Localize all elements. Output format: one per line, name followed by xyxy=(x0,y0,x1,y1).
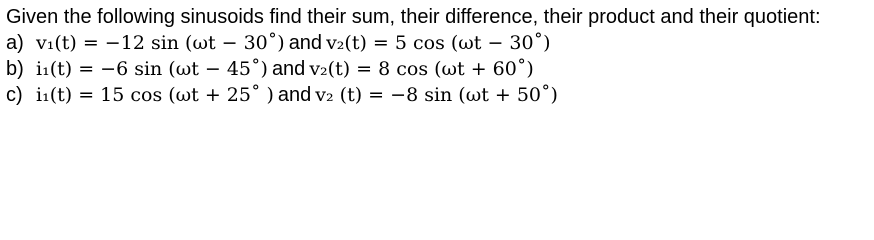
part-c-expr1: i₁(t) = 15 cos (ωt + 25˚ ) xyxy=(36,84,274,106)
part-c-conjunction: and xyxy=(277,84,312,106)
part-a-expr2: v₂(t) = 5 cos (ωt − 30˚) xyxy=(326,32,551,54)
part-b xyxy=(6,56,866,82)
part-c-expr2: v₂ (t) = −8 sin (ωt + 50˚) xyxy=(315,84,558,106)
part-b-label: b) xyxy=(6,58,24,80)
part-a-conjunction: and xyxy=(288,32,323,54)
part-a-label: a) xyxy=(6,32,24,54)
question-intro: Given the following sinusoids find their sum, their difference, their product and their quotient: xyxy=(6,6,821,28)
part-b-expr2: v₂(t) = 8 cos (ωt + 60˚) xyxy=(309,58,534,80)
part-b-conjunction: and xyxy=(271,58,306,80)
part-c xyxy=(6,82,866,108)
part-a-expr1: v₁(t) = −12 sin (ωt − 30˚) xyxy=(36,32,285,54)
part-b-expr1: i₁(t) = −6 sin (ωt − 45˚) xyxy=(36,58,268,80)
part-c-label: c) xyxy=(6,84,23,106)
part-a xyxy=(6,30,866,56)
problem-statement xyxy=(6,4,866,108)
